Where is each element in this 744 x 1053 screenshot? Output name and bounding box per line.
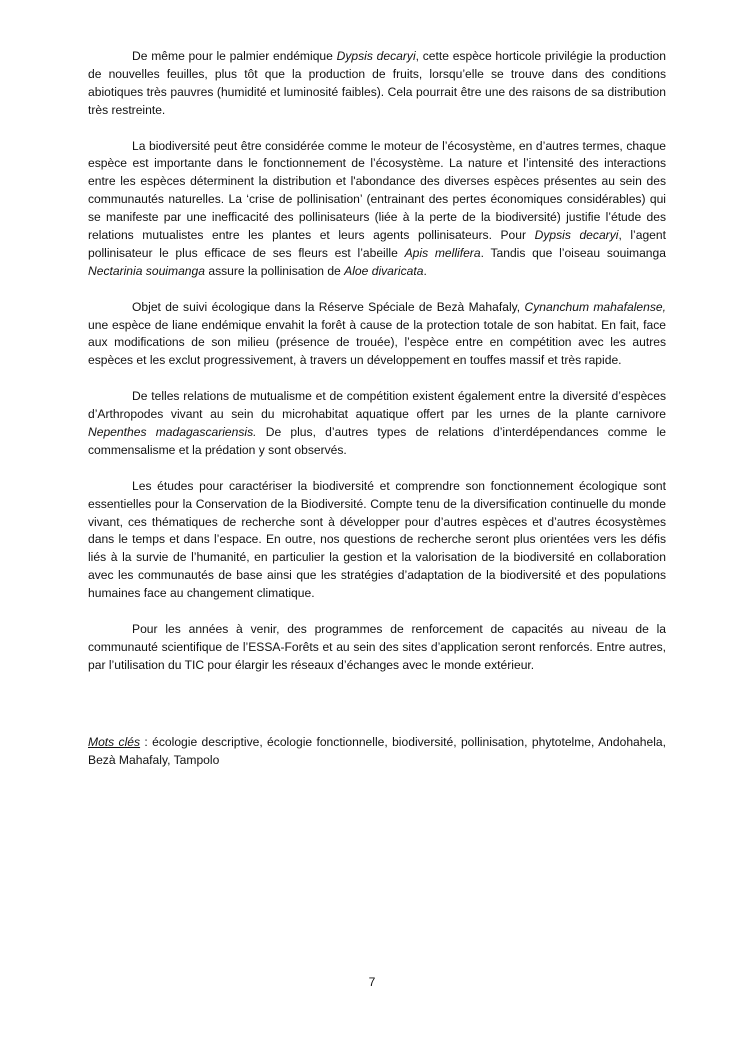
text-run: De telles relations de mutualisme et de compétition existent également entre la diversité d’espèces d’Arthropodes vivant au sein du microhabitat aquatique offert par les urnes de la plante carnivore <box>88 389 666 422</box>
species-name: Dypsis decaryi <box>336 49 416 63</box>
text-run: Objet de suivi écologique dans la Réserve Spéciale de Bezà Mahafaly, <box>132 299 525 314</box>
species-name: Dypsis decaryi <box>534 228 619 243</box>
page-number: 7 <box>368 975 376 989</box>
species-name: Nepenthes madagascariensis. <box>88 424 257 439</box>
text-run: , cette espèce horticole privilégie la production de nouvelles feuilles, plus tôt que la production de fruits, lorsqu’elle se trouve dans des conditions abiotiques très pauvres (humidité et luminosité faibles). Cela pourrait être une des raisons de sa distribution très restreinte. <box>88 49 666 117</box>
text-run: . <box>423 263 427 278</box>
paragraph-biodiversity <box>88 138 666 281</box>
document-body <box>88 48 666 693</box>
species-name: Nectarinia souimanga <box>88 263 205 278</box>
text-run: . Tandis que l’oiseau souimanga <box>480 245 666 260</box>
paragraph-nepenthes <box>88 388 666 460</box>
keywords-line <box>88 734 666 770</box>
paragraph-dypsis <box>88 48 666 120</box>
species-name: Apis mellifera <box>404 245 481 260</box>
text-run: De même pour le palmier endémique <box>132 49 337 63</box>
paragraph-conservation <box>88 478 666 603</box>
species-name: Cynanchum mahafalense, <box>524 299 666 314</box>
text-run: assure la pollinisation de <box>204 263 345 278</box>
text-run: La biodiversité peut être considérée comme le moteur de l’écosystème, en d’autres termes, chaque espèce est importante dans le fonctionnement de l’écosystème. La nature et l’intensité des interactions entre les espèces déterminent la distribution et l'abondance des diverses espèces présentes au sein des communautés naturelles. La ‘crise de pollinisation’ (entrainant des pertes économiques considérables) qui se manifeste par une inefficacité des pollinisateurs (liée à la perte de la biodiversité) justifie l’étude des relations mutualistes entre les plantes et leurs agents pollinisateurs. Pour <box>88 138 666 243</box>
text-run: Pour les années à venir, des programmes de renforcement de capacités au niveau de la communauté scientifique de l’ESSA-Forêts et au sein des sites d’application seront renforcés. Entre autres, par l’utilisation du TIC pour élargir les réseaux d’échanges avec le monde extérieur. <box>88 621 666 672</box>
text-run: , l’agent pollinisateur le plus efficace de ses fleurs est l’abeille <box>88 228 666 260</box>
species-name: Aloe divaricata <box>344 263 424 278</box>
text-run: Les études pour caractériser la biodiversité et comprendre son fonctionnement écologique sont essentielles pour la Conservation de la Biodiversité. Compte tenu de la diversification continuelle du monde vivant, ces thématiques de recherche sont à développer pour d’autres espèces et d’autres écosystèmes dans le temps et dans l’espace. En outre, nos questions de recherche seront plus orientées vers les défis liés à la survie de l’humanité, en particulier la gestion et la valorisation de la biodiversité en collaboration avec les communautés de base ainsi que les stratégies d’adaptation de la biodiversité et des populations humaines face au changement climatique. <box>88 478 666 601</box>
text-run: une espèce de liane endémique envahit la forêt à cause de la protection totale de son habitat. En fait, face aux modifications de son milieu (présence de trouée), l’espèce entre en compétition avec les autres espèces et les exclut progressivement, à travers un développement en touffes massif et très rapide. <box>88 317 666 368</box>
keywords-separator: : <box>140 735 153 749</box>
keywords-label: Mots clés <box>88 735 141 749</box>
text-run: De plus, d’autres types de relations d’interdépendances comme le commensalisme et la prédation y sont observés. <box>88 424 667 457</box>
keywords-text: écologie descriptive, écologie fonctionnelle, biodiversité, pollinisation, phytotelme, Andohahela, Bezà Mahafaly, Tampolo <box>88 735 666 767</box>
paragraph-cynanchum <box>88 299 666 371</box>
paragraph-future-programs <box>88 621 666 675</box>
